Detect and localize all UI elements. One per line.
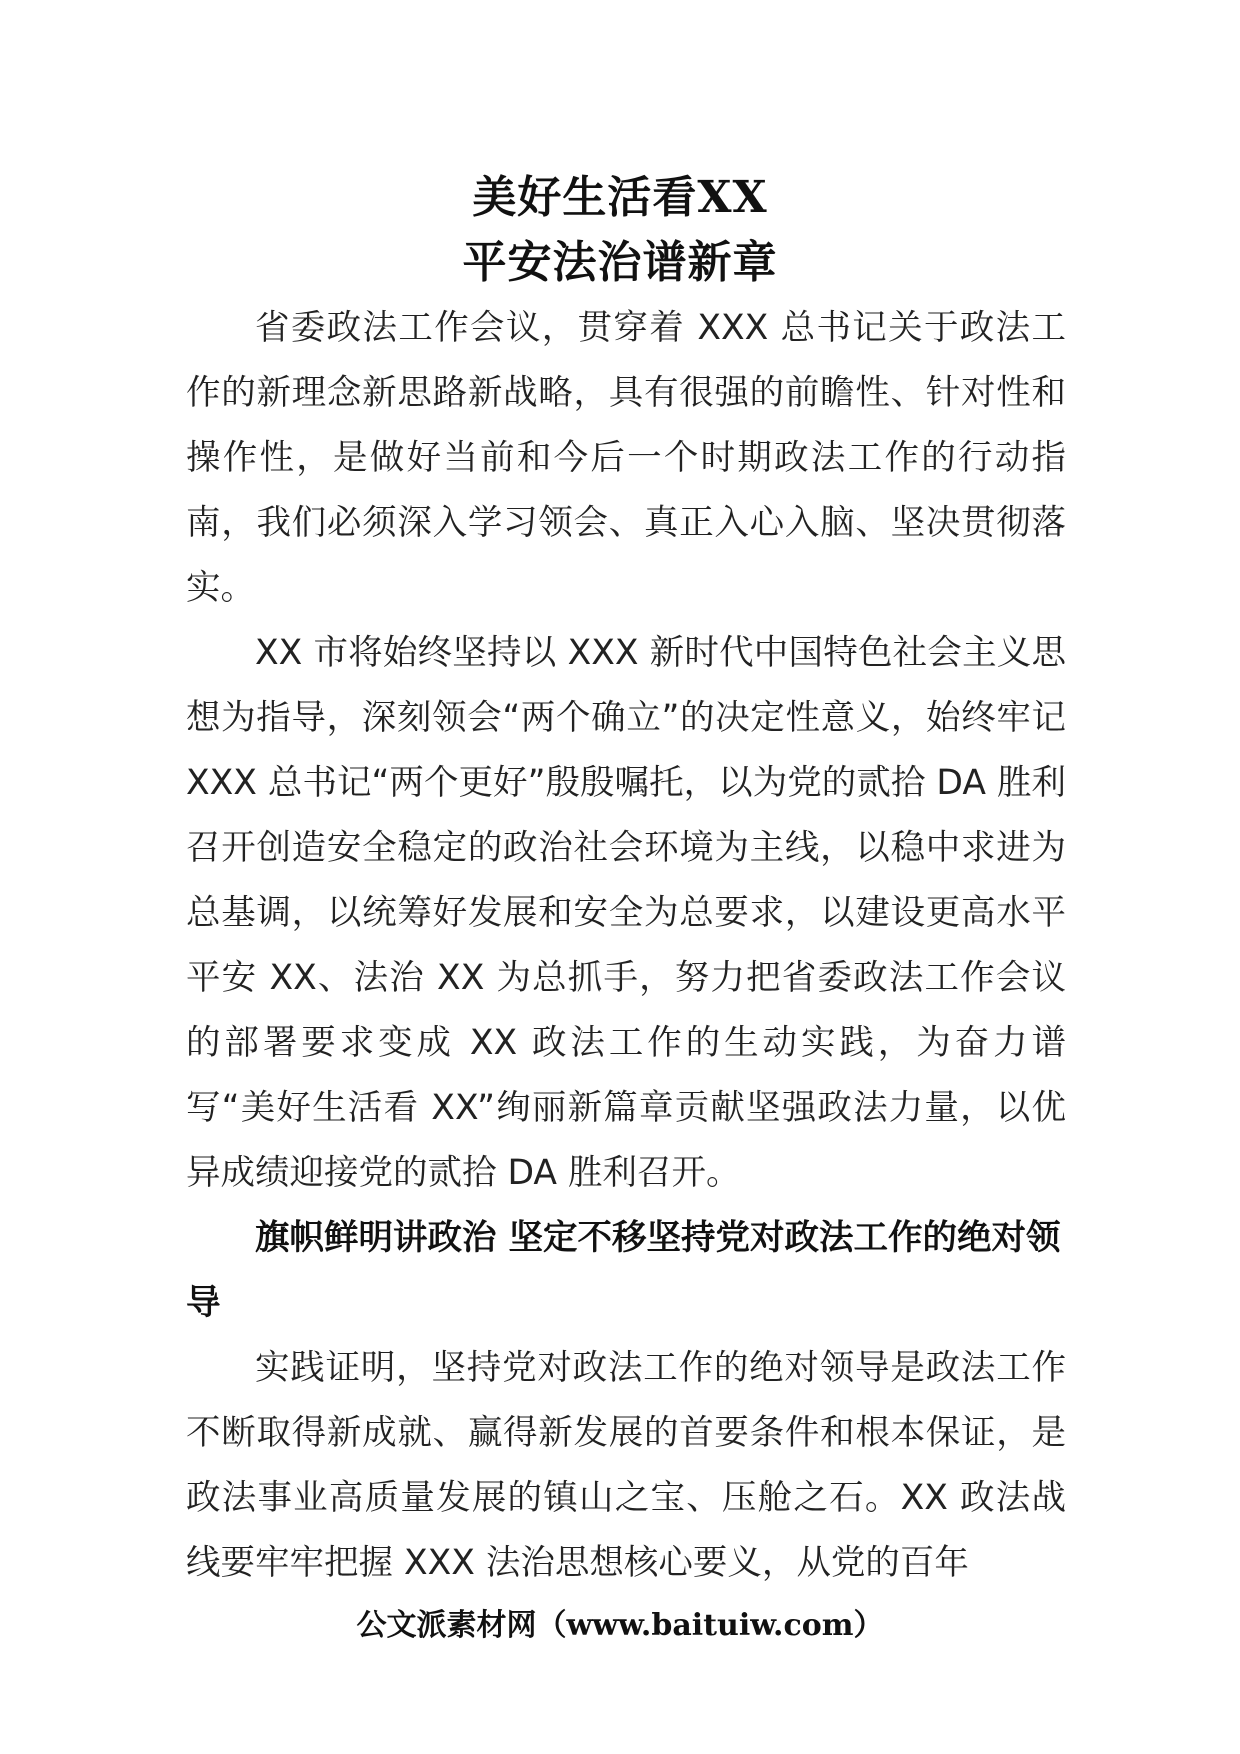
document-title (0, 165, 1240, 295)
paragraph-city-plan: XX 市将始终坚持以 XXX 新时代中国特色社会主义思想为指导，深刻领会“两个确立”的决定性意义，始终牢记 XXX 总书记“两个更好”殷殷嘱托，以为党的贰拾 DA 胜利召开创造安全稳定的政治社会环境为主线，以稳中求进为总基调，以统筹好发展和安全为总要求，以建设更高水平平安 XX、法治 XX 为总抓手，努力把省委政法工作会议的部署要求变成 XX 政法工作的生动实践，为奋力谱写“美好生活看 XX”绚丽新篇章贡献坚强政法力量，以优异成绩迎接党的贰拾 DA 胜利召开。 (186, 633, 1066, 1193)
title-line-1: 美好生活看XX (472, 172, 768, 223)
footer-watermark: 公文派素材网（www.baituiw.com） (356, 1608, 884, 1643)
paragraph-section-body: 实践证明，坚持党对政法工作的绝对领导是政法工作不断取得新成就、赢得新发展的首要条件和根本保证，是政法事业高质量发展的镇山之宝、压舱之石。XX 政法战线要牢牢把握 XXX 法治思想核心要义，从党的百年 (186, 1348, 1066, 1583)
document-body (186, 296, 1066, 1596)
section-heading: 旗帜鲜明讲政治 坚定不移坚持党对政法工作的绝对领导 (186, 1218, 1061, 1323)
paragraph-intro: 省委政法工作会议，贯穿着 XXX 总书记关于政法工作的新理念新思路新战略，具有很强的前瞻性、针对性和操作性，是做好当前和今后一个时期政法工作的行动指南，我们必须深入学习领会、真正入心入脑、坚决贯彻落实。 (186, 308, 1066, 608)
title-line-2: 平安法治谱新章 (462, 237, 778, 288)
